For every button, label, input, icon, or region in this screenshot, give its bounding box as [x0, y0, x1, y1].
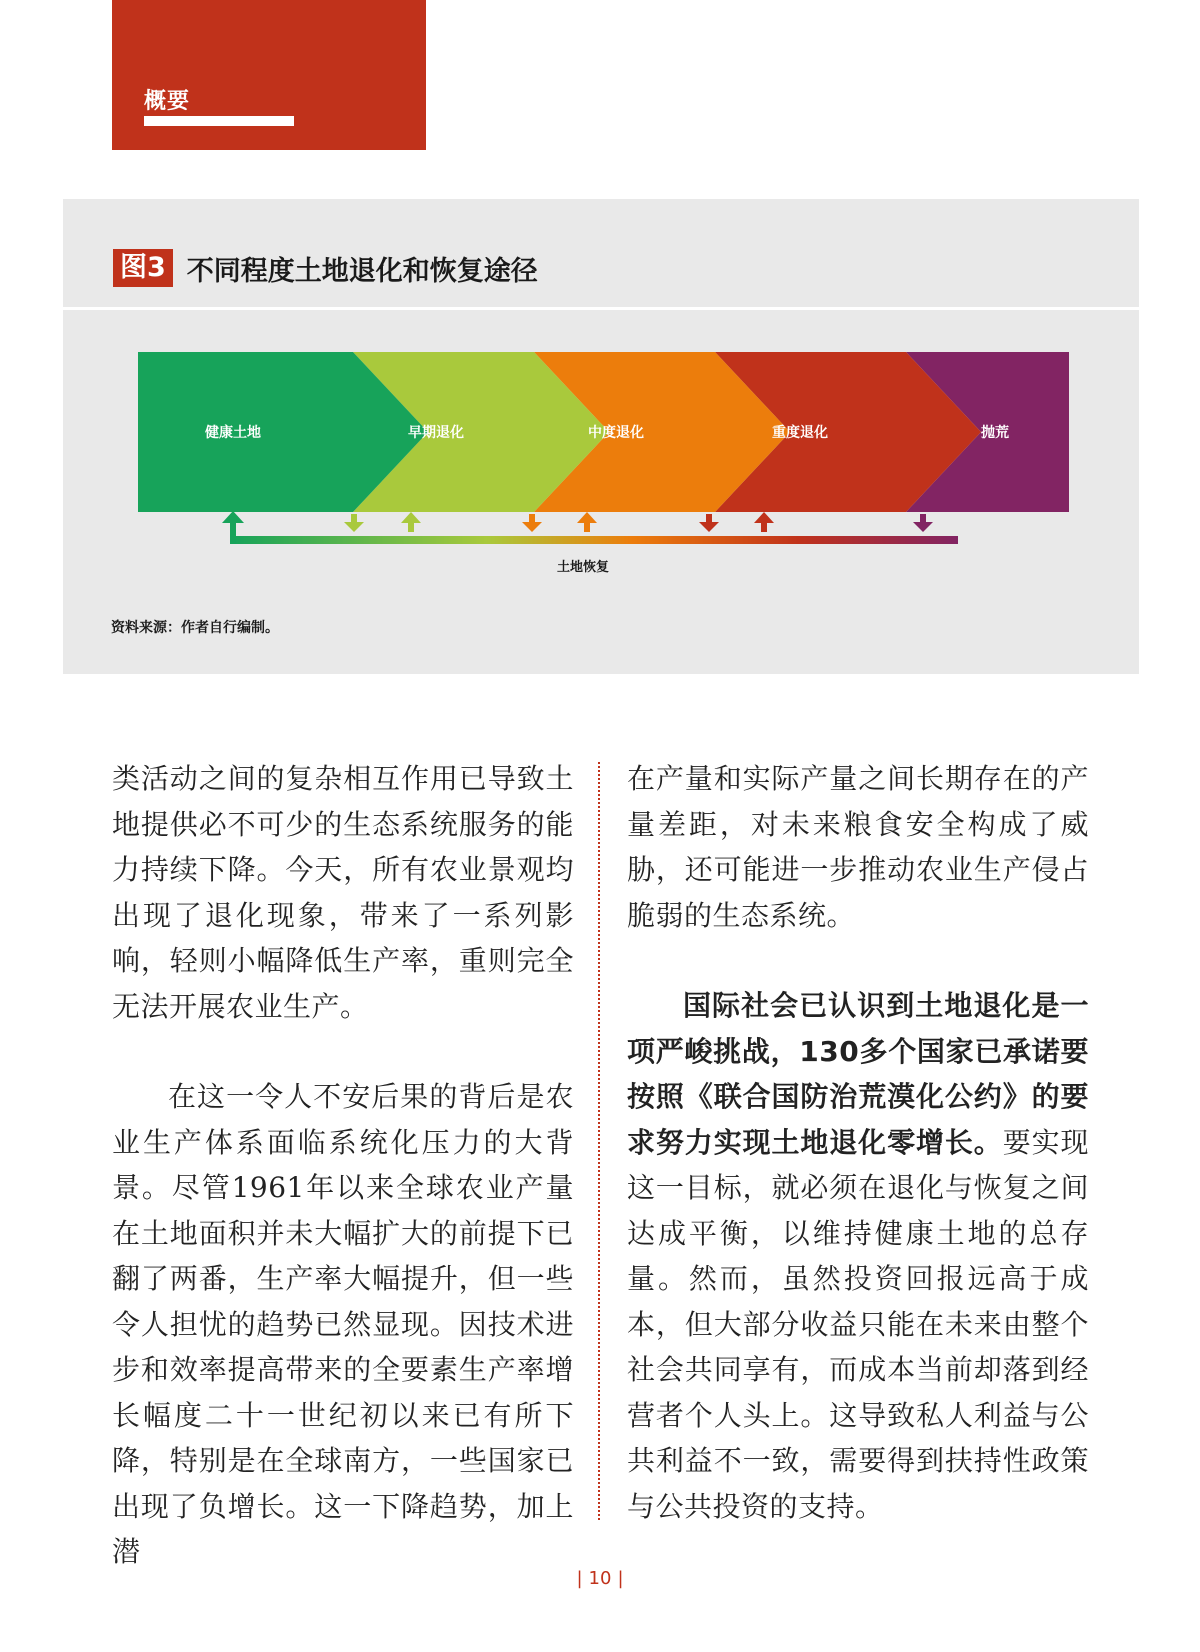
recovery-bar	[233, 536, 958, 544]
degradation-diagram	[63, 199, 1139, 674]
arrow-up-early-icon	[401, 512, 421, 532]
text-column-left	[112, 756, 574, 1575]
stage-label-healthy: 健康土地	[205, 425, 261, 441]
paragraph	[627, 983, 1089, 1529]
arrow-up-severe-icon	[754, 512, 774, 532]
figure-3	[63, 199, 1139, 674]
section-label: 概要	[144, 89, 191, 114]
figure-source: 资料来源：作者自行编制。	[111, 620, 279, 636]
paragraph: 在产量和实际产量之间长期存在的产量差距，对未来粮食安全构成了威胁，还可能进一步推动农业生产侵占脆弱的生态系统。	[627, 762, 1089, 932]
page-number: | 10 |	[576, 1568, 624, 1589]
stage-label-severe: 重度退化	[772, 425, 828, 441]
text-column-right	[627, 756, 1089, 1529]
key-statement: 国际社会已认识到土地退化是一项严峻挑战，130多个国家已承诺要按照《联合国防治荒漠化公约》的要求努力实现土地退化零增长。	[627, 989, 1089, 1159]
stage-label-early: 早期退化	[408, 425, 464, 441]
paragraph: 在这一令人不安后果的背后是农业生产体系面临系统化压力的大背景。尽管1961年以来全球农业产量在土地面积并未大幅扩大的前提下已翻了两番，生产率大幅提升，但一些令人担忧的趋势已然显现。因技术进步和效率提高带来的全要素生产率增长幅度二十一世纪初以来已有所下降，特别是在全球南方，一些国家已出现了负增长。这一下降趋势，加上潜	[112, 1080, 574, 1568]
page-number-value: 10	[588, 1568, 612, 1589]
section-underline	[144, 116, 294, 126]
column-divider	[598, 762, 600, 1520]
stage-label-abandoned: 抛荒	[981, 425, 1009, 441]
figure-badge: 图3	[113, 249, 173, 287]
arrow-up-moderate-icon	[577, 512, 597, 532]
stage-label-moderate: 中度退化	[588, 425, 644, 441]
arrow-down-early-icon	[344, 514, 364, 532]
paragraph: 类活动之间的复杂相互作用已导致土地提供必不可少的生态系统服务的能力持续下降。今天，所有农业景观均出现了退化现象，带来了一系列影响，轻则小幅降低生产率，重则完全无法开展农业生产。	[112, 762, 574, 1023]
arrow-down-severe-icon	[699, 514, 719, 532]
arrow-down-abandoned-icon	[913, 514, 933, 532]
paragraph-continuation: 要实现这一目标，就必须在退化与恢复之间达成平衡，以维持健康土地的总存量。然而，虽然投资回报远高于成本，但大部分收益只能在未来由整个社会共同享有，而成本当前却落到经营者个人头上。这导致私人利益与公共利益不一致，需要得到扶持性政策与公共投资的支持。	[627, 1125, 1089, 1523]
figure-caption: 不同程度土地退化和恢复途径	[186, 255, 538, 287]
recovery-label: 土地恢复	[556, 560, 610, 575]
section-tab	[112, 0, 426, 150]
arrow-down-moderate-icon	[522, 514, 542, 532]
